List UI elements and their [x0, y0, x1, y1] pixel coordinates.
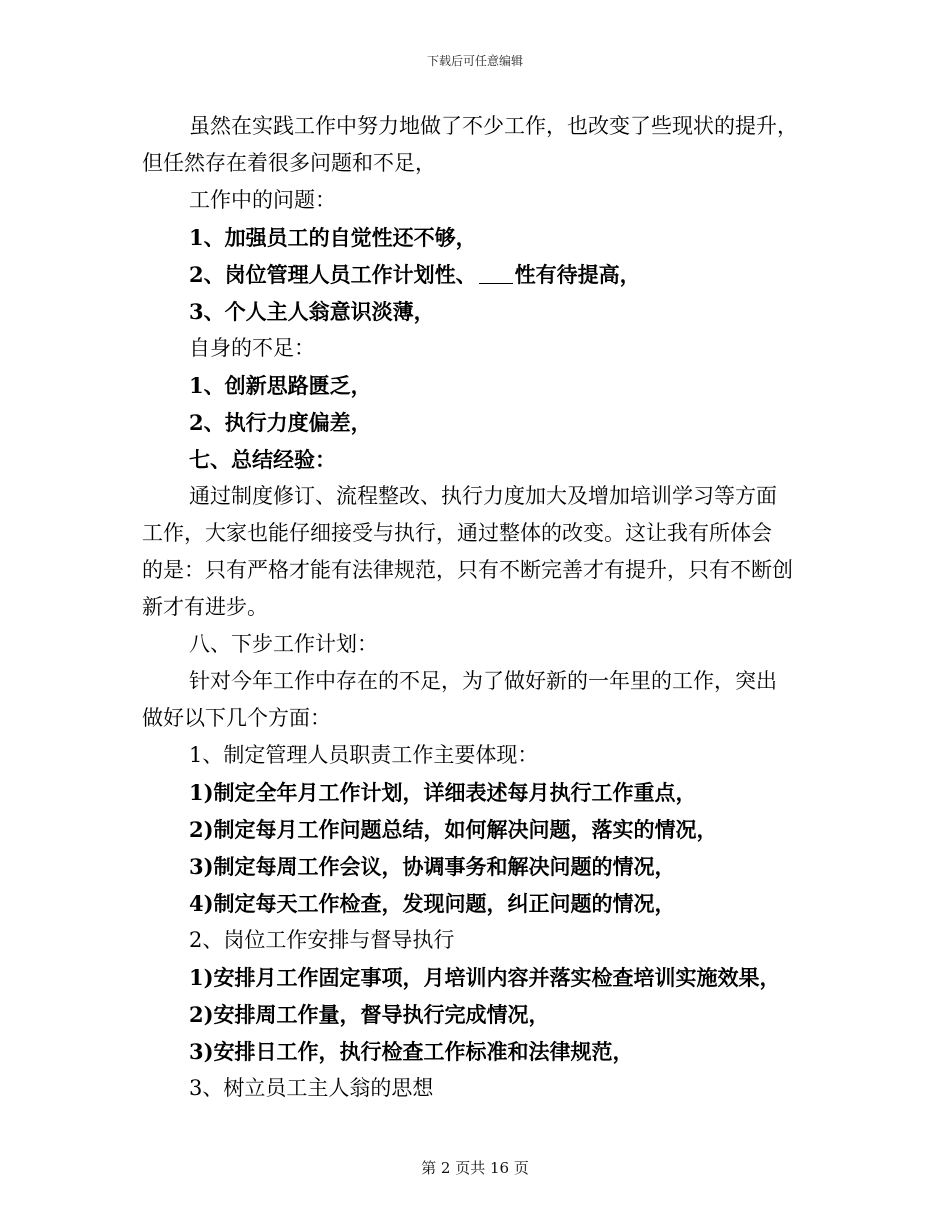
paragraph-text: 工作中的问题：	[189, 188, 336, 212]
paragraph-text: 2)制定每月工作问题总结，如何解决问题，落实的情况，	[189, 817, 718, 842]
paragraph-text: 1、创新思路匮乏，	[189, 373, 372, 398]
paragraph-line	[142, 330, 810, 367]
paragraph-text: 新才有进步。	[142, 595, 268, 619]
paragraph-text: 通过制度修订、流程整改、执行力度加大及增加培训学习等方面	[189, 484, 777, 508]
paragraph-line	[142, 1033, 810, 1070]
paragraph-text-suffix: 性有待提高，	[514, 262, 641, 287]
paragraph-line	[142, 811, 810, 848]
paragraph-line	[142, 441, 810, 478]
paragraph-line	[142, 774, 810, 811]
paragraph-text: 1)安排月工作固定事项，月培训内容并落实检查培训实施效果，	[189, 965, 781, 990]
paragraph-text: 3)安排日工作，执行检查工作标准和法律规范，	[189, 1039, 634, 1064]
paragraph-line	[142, 182, 810, 219]
paragraph-line	[142, 552, 810, 589]
paragraph-line	[142, 700, 810, 737]
paragraph-text: 针对今年工作中存在的不足，为了做好新的一年里的工作，突出	[189, 669, 777, 693]
paragraph-text: 的是：只有严格才能有法律规范，只有不断完善才有提升，只有不断创	[142, 558, 793, 582]
paragraph-text: 3、树立员工主人翁的思想	[189, 1076, 434, 1100]
paragraph-text: 但任然存在着很多问题和不足，	[142, 151, 436, 175]
paragraph-text: 做好以下几个方面：	[142, 706, 331, 730]
paragraph-text: 1)制定全年月工作计划，详细表述每月执行工作重点，	[189, 780, 697, 805]
paragraph-line	[142, 737, 810, 774]
paragraph-text: 1、加强员工的自觉性还不够，	[189, 225, 477, 250]
paragraph-line	[142, 922, 810, 959]
paragraph-line	[142, 515, 810, 552]
paragraph-line	[142, 367, 810, 404]
paragraph-text: 1、制定管理人员职责工作主要体现：	[189, 743, 539, 767]
paragraph-line	[142, 959, 810, 996]
paragraph-line	[142, 1070, 810, 1107]
paragraph-line	[142, 996, 810, 1033]
paragraph-line	[142, 848, 810, 885]
paragraph-text: 2、执行力度偏差，	[189, 410, 372, 435]
paragraph-text: 2、岗位管理人员工作计划性、	[189, 262, 477, 287]
paragraph-text: 七、总结经验：	[189, 447, 336, 472]
page-footer: 第 2 页共 16 页	[421, 1159, 529, 1177]
paragraph-text: 3)制定每周工作会议，协调事务和解决问题的情况，	[189, 854, 676, 879]
paragraph-line	[142, 108, 810, 145]
paragraph-text: 4)制定每天工作检查，发现问题，纠正问题的情况，	[189, 891, 676, 916]
paragraph-line	[142, 589, 810, 626]
paragraph-line	[142, 219, 810, 256]
paragraph-text: 3、个人主人翁意识淡薄，	[189, 299, 435, 324]
document-body	[142, 108, 810, 1107]
paragraph-line	[142, 626, 810, 663]
page-header: 下载后可任意编辑	[426, 54, 523, 68]
paragraph-line	[142, 404, 810, 441]
paragraph-line	[142, 478, 810, 515]
paragraph-text: 虽然在实践工作中努力地做了不少工作，也改变了些现状的提升，	[189, 114, 798, 138]
paragraph-line	[142, 256, 810, 293]
paragraph-line	[142, 293, 810, 330]
paragraph-line	[142, 663, 810, 700]
paragraph-text: 自身的不足：	[189, 336, 315, 360]
paragraph-text: 2)安排周工作量，督导执行完成情况，	[189, 1002, 550, 1027]
paragraph-text: 2、岗位工作安排与督导执行	[189, 928, 455, 952]
paragraph-line	[142, 885, 810, 922]
fill-in-blank	[479, 282, 513, 284]
paragraph-text: 工作，大家也能仔细接受与执行，通过整体的改变。这让我有所体会	[142, 521, 772, 545]
paragraph-line	[142, 145, 810, 182]
paragraph-text: 八、下步工作计划：	[189, 632, 378, 656]
